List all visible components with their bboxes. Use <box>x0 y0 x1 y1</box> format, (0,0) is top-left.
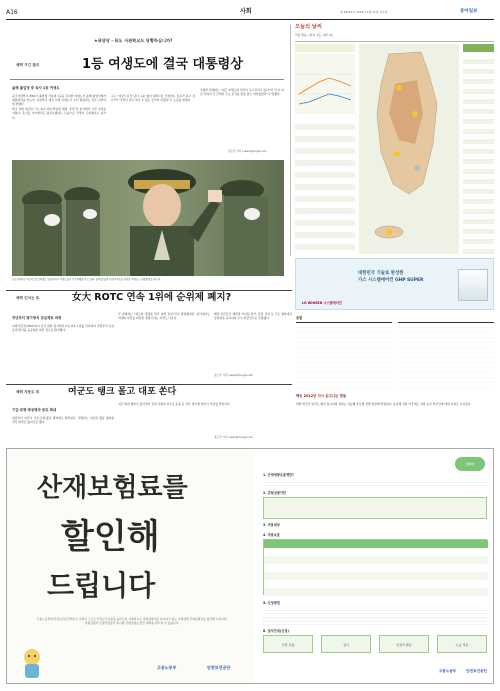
weather-map <box>359 44 459 254</box>
article2-rule <box>6 290 292 291</box>
info-title-6: 6. 절차안내(신청) <box>263 629 289 633</box>
process-step: 요율 적용 <box>437 635 487 653</box>
weather-panel <box>295 24 494 256</box>
ad-info-panel <box>259 449 493 683</box>
forecast-list <box>295 118 355 254</box>
weather-title: 오늘의 날씨 <box>295 24 322 30</box>
process-step: 심사 <box>321 635 371 653</box>
stats-title: 종합 <box>296 316 303 320</box>
ad-fine-print-line: 고용노동부와 안전보건공단에서는 사업주 스스로 안전보건수준을 높이도록 자율적으로 위험성평가를 실시하고 있는 사업장에 산재보험료를 할인해 드립니다. <box>36 617 228 621</box>
info-text-1 <box>263 479 487 487</box>
info-text-5 <box>263 607 487 625</box>
page-number: A16 <box>6 9 18 16</box>
article3-rule <box>6 384 292 385</box>
article3-paragraph: 내년부터 여군이 기갑·포병·방공 병과에도 배치된다. 국방부는 여군의 활동 영역을 전투 병과로 넓히기로 했다. <box>12 416 114 425</box>
info-title-5: 5. 신청방법 <box>263 601 280 605</box>
process-step: 인정서 발급 <box>379 635 429 653</box>
footer-logo-kosha: 안전보건공단 <box>466 668 487 673</box>
article1-col2 <box>111 94 195 158</box>
column-paragraph: 대학 학군단 평가는 매년 실시되며 결과는 이듬해 후보생 선발 정원에 반영된다. 등급제 전환 이후에도 상위 등급 학군단에 대한 지원은 유지된다. <box>296 402 472 406</box>
rate-table-rows <box>264 548 488 596</box>
ad-fine-print <box>27 617 237 625</box>
article1-paragraph: 학교 측에 따르면 그는 4년 내내 학업과 체력, 훈련 전 분야에서 고른 성적을 거뒀다. 동기들 사이에서도 솔선수범하는 모습으로 신망이 두터웠다는 평가다. <box>12 107 106 120</box>
info-box-2 <box>263 497 487 519</box>
footer-logo-moel: 고용노동부 <box>438 668 457 673</box>
article3-headline: 여군도 탱크 몰고 대포 쏜다 <box>68 387 177 397</box>
brand-logo: 동아일보 <box>460 9 478 14</box>
ad-slogan-line3: 드립니다 <box>47 569 156 602</box>
stats-panel <box>296 316 494 390</box>
article2-byline: 정도언 기자 /news@donga.com <box>214 374 253 377</box>
ad-fine-print-line: 위험성평가 인정사업장이 되시면 산재보험료 할인 혜택을 받으실 수 있습니다. <box>84 621 180 626</box>
stats-right-table <box>398 322 494 388</box>
weather-summary: 서울 맑음 / 최저 -2도, 최고 9도 <box>295 33 334 37</box>
article2-col3 <box>214 312 292 370</box>
weather-table <box>463 44 494 254</box>
lg-ad-product-image <box>458 269 488 301</box>
lg-ad <box>295 258 494 310</box>
photo-caption: 공군사관학교 학군단 첫 입학생도 임관식에서 여생도들이 거수경례를 하고 있다. 올해 졸업생 가운데 1등을 차지한 여생도는 대통령상을 받는다. <box>12 278 162 281</box>
column-title: 팩트 2012년 다시 읽고나는 힘들 <box>296 394 347 398</box>
ad-character-illustration <box>17 647 47 681</box>
ad-footer-logos <box>263 665 487 677</box>
ad-slogan-panel <box>7 449 255 683</box>
cadets-photo-illustration <box>12 160 284 276</box>
article1-kicker: ★표당당 - 표도 사관학교도 당황하심니까? <box>94 38 173 43</box>
info-title-2: 2. 위험성평가란 <box>263 491 287 495</box>
info-title-1: 1. 산재예방요율제란? <box>263 473 295 477</box>
article1-subhead: 체력 구긴 참모 <box>16 63 40 67</box>
article3-lead: 기갑·포병·방공병과 문호 확대 <box>12 408 57 412</box>
article1-rule <box>10 79 284 80</box>
section-label: 사회 <box>240 8 252 15</box>
column-body <box>296 402 494 438</box>
article2-headline: 女大 ROTC 연속 1위에 순위제 폐지? <box>72 292 232 303</box>
article3-byline: 정도언 기자 /news@donga.com <box>214 436 253 439</box>
article3-col2 <box>118 402 292 438</box>
weather-table-header <box>463 44 494 52</box>
article1-paragraph: 그는 "여군으로서 남녀 구분 없이 실력으로 인정받는 장교가 되고 싶다"며 "국민이 믿고 맡길 수 있는 군인이 되겠다"고 소감을 밝혔다. <box>111 94 195 103</box>
ad-logo-moel: 고용노동부 <box>157 665 177 670</box>
info-rate-table <box>263 539 487 595</box>
ad-badge: 코리아 <box>455 457 485 471</box>
info-title-4: 4. 적용요율 <box>263 533 280 537</box>
article2-paragraph: 군 관계자는 "과도한 경쟁을 막기 위한 조치"라고 설명했지만, 일각에서는 여대의 약진을 의식한 결정이라는 지적도 나온다. <box>118 312 210 321</box>
mascot-icon <box>17 647 47 681</box>
ad-logo-kosha: 안전보건공단 <box>207 665 231 670</box>
weather-rule <box>295 41 494 42</box>
article2-subhead: 체력 인식는 또 <box>16 296 40 300</box>
issue-info: 제 28255호 2014년 2월 21일 금요일 <box>340 10 388 14</box>
forecast-header <box>295 44 355 52</box>
process-steps <box>263 635 487 653</box>
article1-paragraph: 국방부 관계자는 "최근 여생도의 약진이 두드러지고 있다"며 "우수 여군 인력이 각 군에서 주요 보직을 맡을 날도 머지않았다"고 말했다. <box>200 88 284 97</box>
process-step: 인정 신청 <box>263 635 313 653</box>
ad-slogan-line1: 산재보험료를 <box>37 473 188 503</box>
article2-col1 <box>12 324 114 382</box>
article2-paragraph: 해당 학군단은 체력과 리더십 평가, 훈련 성적 등 모든 항목에서 상위권을 유지하며 우수 학군단으로 선정됐다. <box>214 312 292 321</box>
weather-forecast-box <box>295 44 355 254</box>
article1-col1 <box>12 94 106 158</box>
ad-slogan-line2: 할인해 <box>61 517 160 557</box>
weather-table-rows <box>463 54 494 254</box>
article1-paragraph: 공군사관학교 제62기 졸업생 가운데 1등을 차지한 여생도가 올해 졸업식에서 대통령상을 받는다. 사관학교 개교 이래 여생도가 수석 졸업하는 것은 이번이 세 번째다. <box>12 94 106 107</box>
article2-lead: 작년부터 평가방식 등급제로 바꿔 <box>12 316 62 320</box>
article1-byline: 정도언 기자 /news@donga.com <box>228 150 267 153</box>
lg-ad-line1: 대한민국 기술로 완성한 <box>358 271 404 276</box>
rate-table-header <box>264 540 488 548</box>
cadets-photo <box>12 160 284 276</box>
stats-left-table <box>296 322 392 388</box>
article3-paragraph: 여군 병과 제한이 풀리면서 전차 조종과 자주포 운용 등 전투 임무에 여군이 투입될 전망이다. <box>118 402 231 406</box>
article3-col1 <box>12 416 114 442</box>
insurance-ad <box>6 448 494 684</box>
article2-col2 <box>118 312 210 382</box>
article1-col3 <box>200 88 284 146</box>
article1-headline: 1등 여생도에 결국 대통령상 <box>82 57 243 72</box>
article1-lead: 올해 졸업생 중 육사 1등 여생도 <box>12 86 60 90</box>
temperature-graph <box>295 54 355 114</box>
lg-ad-brand: LG WHISEN 시스템에어컨 <box>302 301 342 305</box>
info-title-3: 3. 적용대상 <box>263 523 280 527</box>
header-rule <box>6 19 494 20</box>
article3-subhead: 체력 자문도 또 <box>16 390 40 394</box>
lg-ad-line2: 가스 시스템에어컨 GHP SUPER <box>358 278 424 283</box>
column-divider <box>290 24 291 256</box>
article2-paragraph: 여대 학군단(ROTC)이 전국 대학 평가에서 2년 연속 1위를 차지하자 국방부가 순위 공개 방식을 등급제로 바꾼 것으로 확인됐다. <box>12 324 114 333</box>
